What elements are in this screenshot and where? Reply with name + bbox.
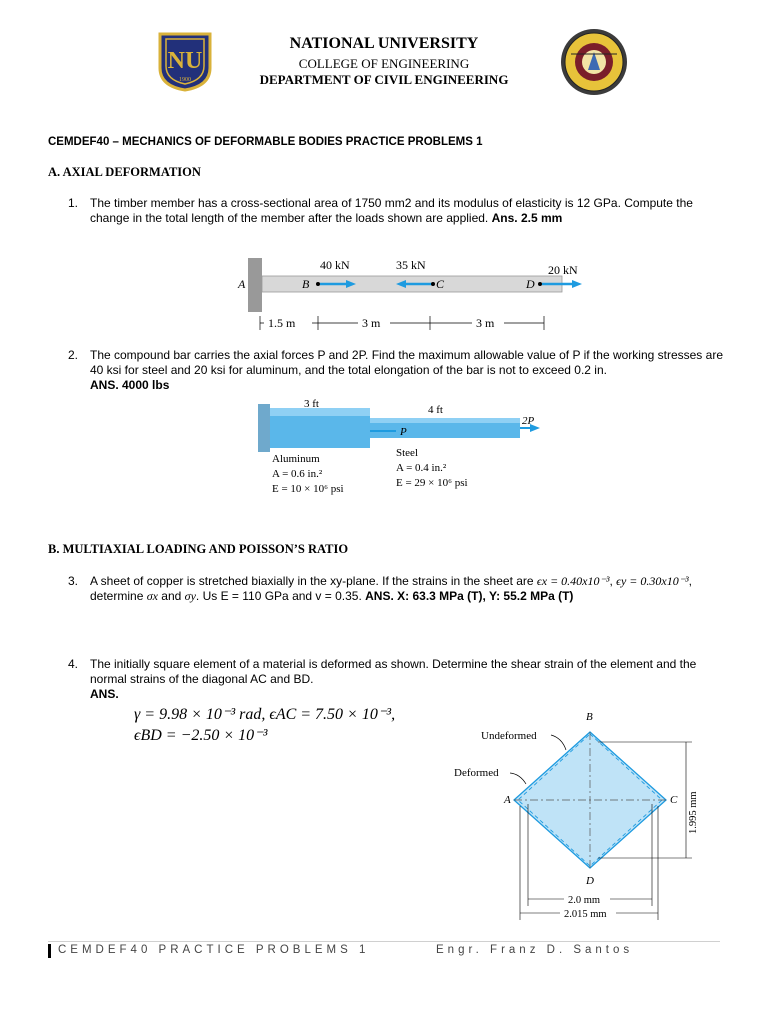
undeformed-label: Undeformed: [481, 730, 537, 742]
department-name: DEPARTMENT OF CIVIL ENGINEERING: [259, 72, 509, 87]
problem-number: 1.: [68, 196, 79, 210]
course-title: CEMDEF40 – MECHANICS OF DEFORMABLE BODIES PRACTICE PROBLEMS 1: [48, 136, 483, 148]
problem-text: The timber member has a cross-sectional area of 1750 mm2 and its modulus of elasticity is 12 GPa. Compute the change in the total length of the member after the loads shown are applied.: [90, 196, 693, 225]
vertex-d-label: D: [586, 875, 594, 887]
problem-text: The compound bar carries the axial forces P and 2P. Find the maximum allowable value of P if the working stresses are 40 ksi for steel and 20 ksi for aluminum, and the total elongation of the bar is not to exceed 0.2 in.: [90, 348, 723, 377]
svg-text:NU: NU: [167, 48, 203, 74]
problem-answer: ANS. X: 63.3 MPa (T), Y: 55.2 MPa (T): [365, 589, 574, 603]
point-a-label: A: [238, 277, 246, 291]
steel-area: A = 0.4 in.²: [396, 462, 447, 474]
force-35kn-label: 35 kN: [396, 258, 426, 272]
problem-answer: ANS.: [90, 687, 119, 701]
footer-author: Engr. Franz D. Santos: [436, 944, 634, 956]
point-c-label: C: [436, 277, 445, 291]
steel-modulus: E = 29 × 10⁶ psi: [396, 477, 468, 489]
strain-y: ϵy = 0.30x10⁻³: [616, 574, 689, 588]
aluminum-modulus: E = 10 × 10⁶ psi: [272, 483, 344, 495]
vertex-c-label: C: [670, 794, 678, 806]
length-4ft-label: 4 ft: [428, 404, 443, 416]
height-dimension-label: 1.995 mm: [688, 791, 699, 834]
figure-deformed-element: [448, 706, 718, 931]
university-name: NATIONAL UNIVERSITY: [289, 35, 479, 52]
problem-text: A sheet of copper is stretched biaxially in the xy-plane. If the strains in the sheet are: [90, 574, 537, 588]
vertex-a-label: A: [504, 794, 511, 806]
length-3ft-label: 3 ft: [304, 398, 319, 410]
problem-answer: ANS. 4000 lbs: [90, 378, 170, 392]
sigma-x: σx: [146, 589, 158, 603]
footer-divider: [48, 941, 720, 942]
section-b-heading: B. MULTIAXIAL LOADING AND POISSON’S RATIO: [48, 542, 349, 556]
problem-number: 4.: [68, 657, 79, 671]
figure-compound-bar: [250, 394, 550, 509]
figure-timber-member: [220, 252, 600, 342]
width-2015mm-label: 2.015 mm: [564, 909, 607, 920]
force-p-label: P: [400, 426, 407, 438]
dim-3m-label-2: 3 m: [476, 316, 495, 330]
point-d-label: D: [526, 277, 535, 291]
problem-answer: Ans. 2.5 mm: [491, 211, 563, 225]
vertex-b-label: B: [586, 711, 593, 723]
footer-course: CEMDEF40 PRACTICE PROBLEMS 1: [58, 944, 370, 956]
force-2p-label: 2P: [522, 415, 535, 427]
answer-equation-line-2: ϵBD = −2.50 × 10⁻³: [134, 727, 268, 744]
svg-text:1900: 1900: [179, 77, 191, 83]
force-20kn-label: 20 kN: [548, 263, 578, 277]
problem-number: 3.: [68, 574, 79, 588]
aluminum-label: Aluminum: [272, 453, 320, 465]
dim-3m-label-1: 3 m: [362, 316, 381, 330]
steel-label: Steel: [396, 447, 418, 459]
problem-text: The initially square element of a material is deformed as shown. Determine the shear strain of the element and the normal strains of the diagonal AC and BD.: [90, 657, 697, 686]
problem-number: 2.: [68, 348, 79, 362]
answer-equation-line-1: γ = 9.98 × 10⁻³ rad, ϵAC = 7.50 × 10⁻³,: [134, 706, 396, 723]
sigma-y: σy: [184, 589, 196, 603]
width-2mm-label: 2.0 mm: [568, 895, 601, 906]
college-name: COLLEGE OF ENGINEERING: [298, 56, 470, 71]
force-40kn-label: 40 kN: [320, 258, 350, 272]
deformed-label: Deformed: [454, 767, 499, 779]
point-b-label: B: [302, 277, 310, 291]
section-a-heading: A. AXIAL DEFORMATION: [48, 165, 201, 179]
strain-x: ϵx = 0.40x10⁻³: [536, 574, 610, 588]
footer-bar: [48, 944, 51, 958]
aluminum-area: A = 0.6 in.²: [272, 468, 323, 480]
dim-1-5m-label: 1.5 m: [268, 316, 296, 330]
